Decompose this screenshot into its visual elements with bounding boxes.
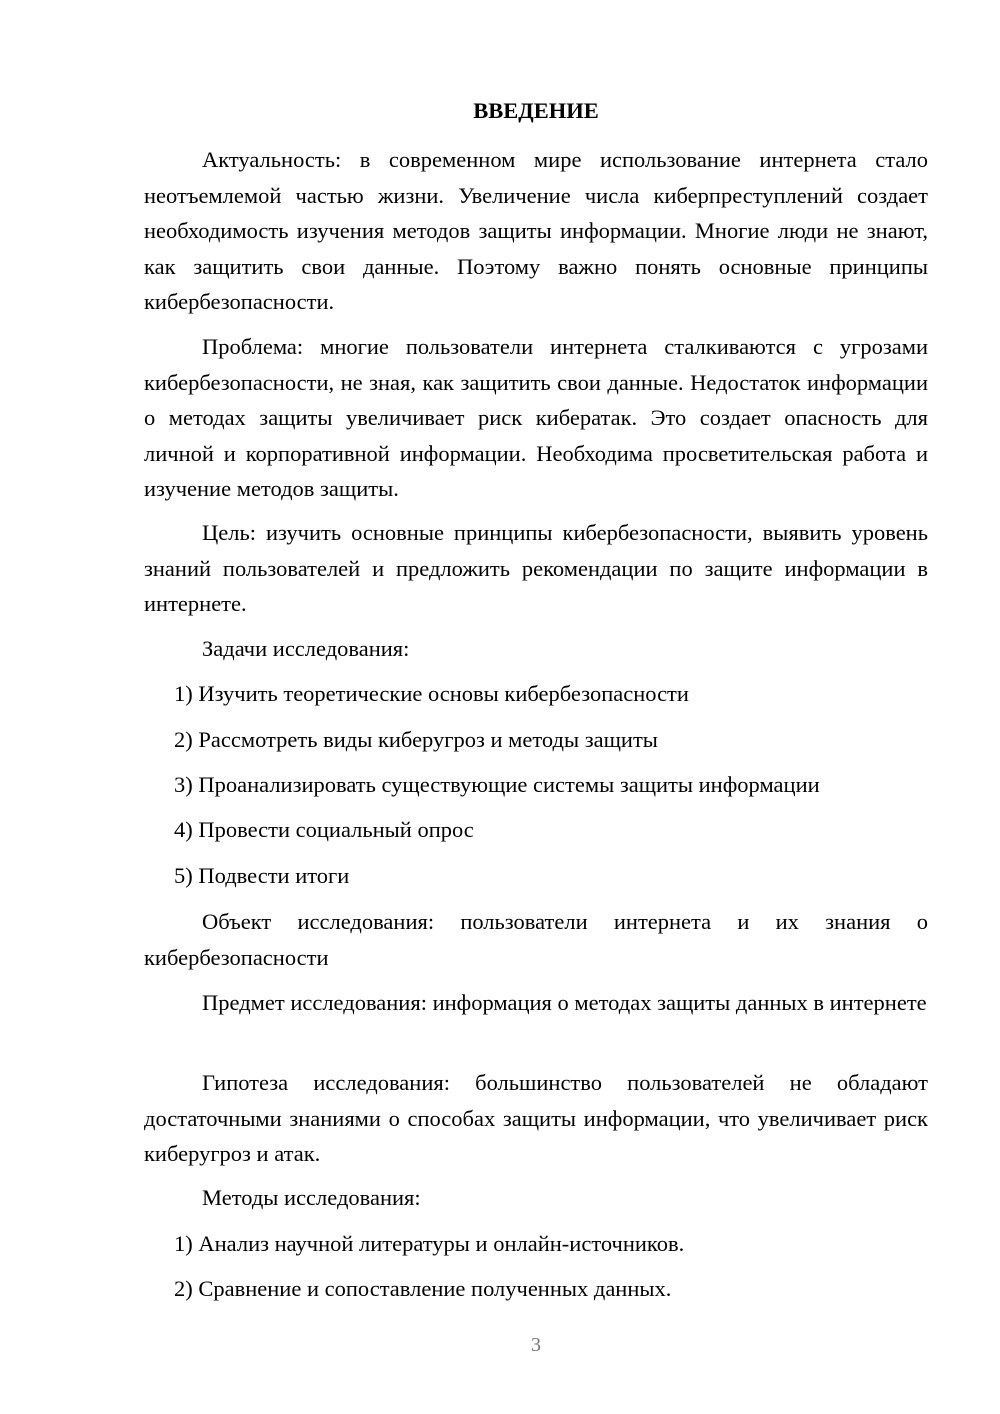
task-item: 2) Рассмотреть виды киберугроз и методы защиты (174, 727, 658, 752)
task-item: 1) Изучить теоретические основы кибербезопасности (174, 681, 689, 706)
task-item: 4) Провести социальный опрос (174, 817, 474, 842)
tasks-heading: Задачи исследования: (202, 636, 410, 661)
hypothesis-paragraph: Гипотеза исследования: большинство пользователей не обладают достаточными знаниями о способах защиты информации, что увеличивает риск киберугроз и атак. (144, 1070, 928, 1166)
page-title: ВВЕДЕНИЕ (473, 98, 599, 123)
page-number: 3 (531, 1334, 541, 1356)
subject-paragraph: Предмет исследования: информация о методах защиты данных в интернете (202, 990, 927, 1015)
problem-paragraph: Проблема: многие пользователи интернета сталкиваются с угрозами кибербезопасности, не зная, как защитить свои данные. Недостаток информации о методах защиты увеличивает риск кибератак. Это создает опасность для личной и корпоративной информации. Необходима просветительская работа и изучение методов защиты. (144, 334, 928, 501)
method-item: 1) Анализ научной литературы и онлайн-источников. (174, 1231, 685, 1256)
object-paragraph: Объект исследования: пользователи интернета и их знания о кибербезопасности (144, 909, 928, 970)
goal-paragraph: Цель: изучить основные принципы кибербезопасности, выявить уровень знаний пользователей и предложить рекомендации по защите информации в интернете. (144, 520, 928, 616)
task-item: 5) Подвести итоги (174, 863, 350, 888)
methods-heading: Методы исследования: (202, 1185, 421, 1210)
method-item: 2) Сравнение и сопоставление полученных данных. (174, 1276, 672, 1301)
relevance-paragraph: Актуальность: в современном мире использование интернета стало неотъемлемой частью жизни. Увеличение числа киберпреступлений создает необходимость изучения методов защиты информации. Многие люди не знают, как защитить свои данные. Поэтому важно понять основные принципы кибербезопасности. (144, 147, 928, 314)
task-item: 3) Проанализировать существующие системы защиты информации (174, 772, 820, 797)
